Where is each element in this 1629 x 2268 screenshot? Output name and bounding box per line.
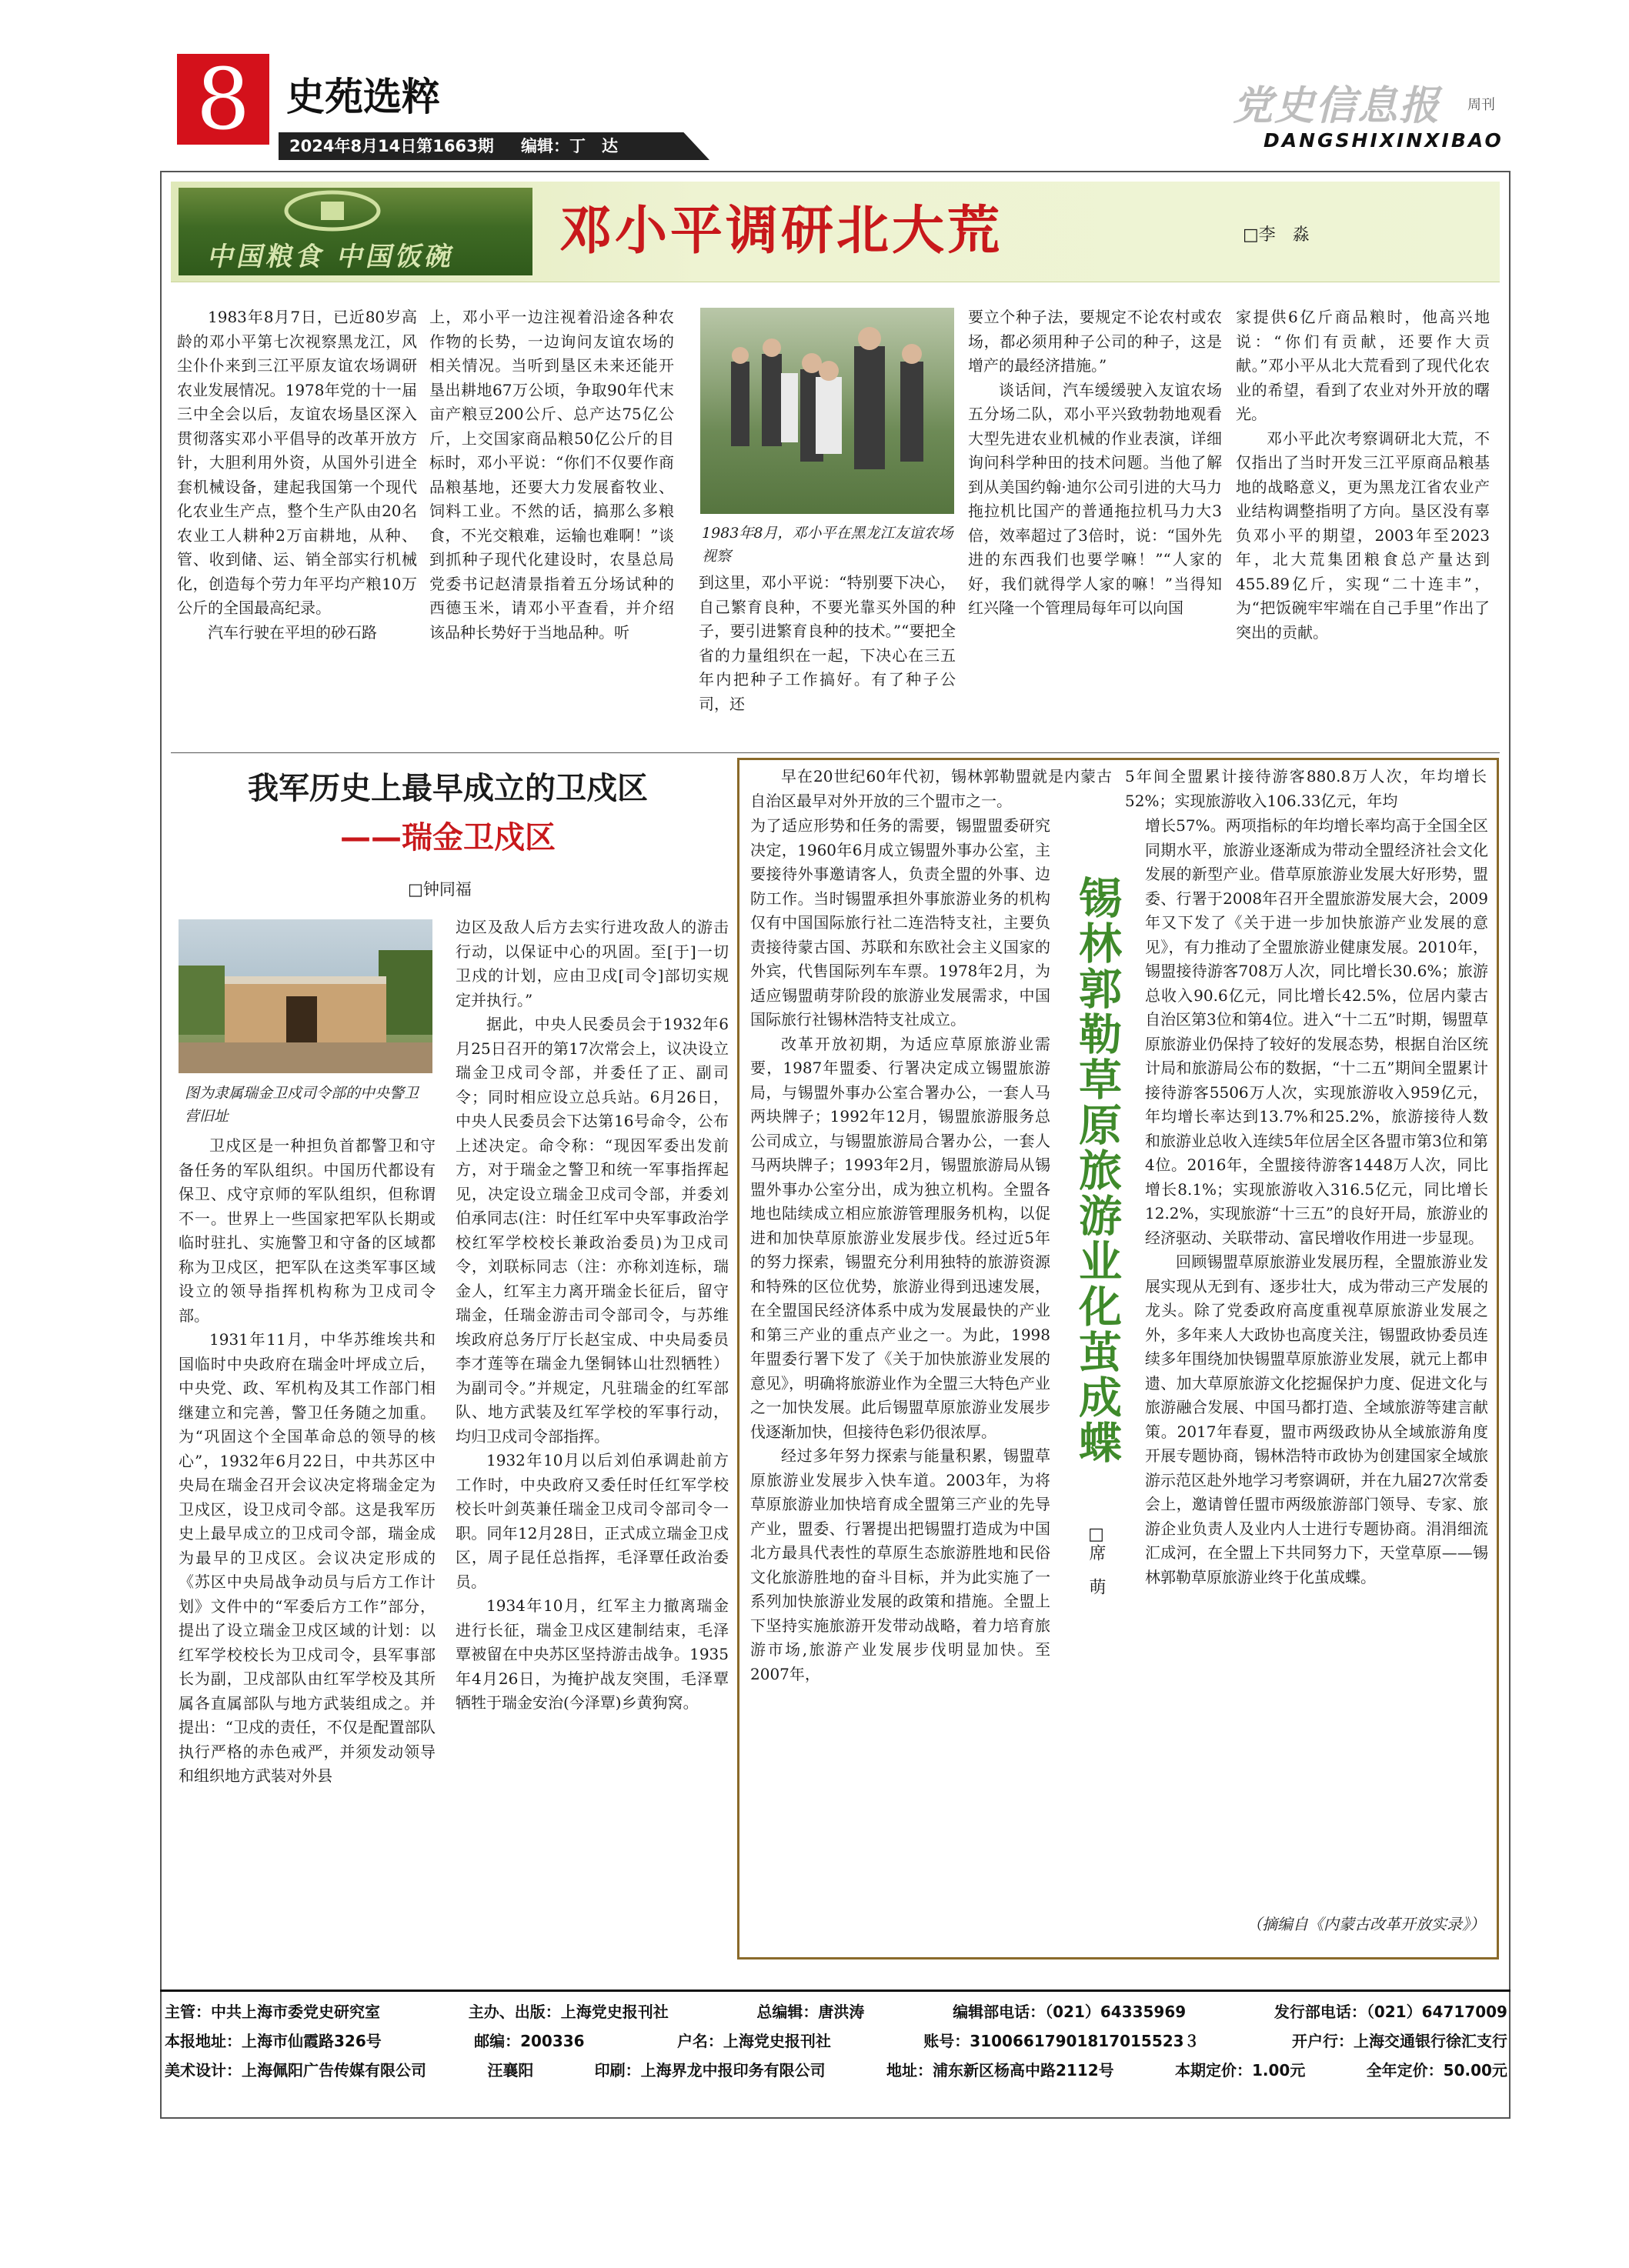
paper-sub: 周刊 <box>1467 97 1495 113</box>
old-building-icon <box>179 919 432 1073</box>
paragraph: 1932年10月以后刘伯承调赴前方工作时，中央政府又委任时任红军学校校长叶剑英兼任瑞金卫戍司令部司令一职。同年12月28日，正式成立瑞金卫戍区，周子昆任总指挥，毛泽覃任政治委员。 <box>456 1451 729 1591</box>
paragraph: 邓小平此次考察调研北大荒，不仅指出了当时开发三江平原商品粮基地的战略意义，更为黑龙江省农业产业结构调整指明了方向。垦区没有辜负邓小平的期望，2003年至2023年，北大荒集团粮食总产量达到455.89亿斤，实现“二十连丰”，为“把饭碗牢牢端在自己手里”作出了突出的贡献。 <box>1236 429 1490 642</box>
paper-pinyin: DANGSHIXINXIBAO <box>1263 129 1504 152</box>
footer-publisher: 主办、出版：上海党史报刊社 <box>468 2003 669 2021</box>
article3-title: 锡林郭勒草原旅游业化茧成蝶 <box>1072 876 1122 1466</box>
footer-row <box>165 1997 1507 2026</box>
article1-photo-caption: 1983年8月，邓小平在黑龙江友谊农场视察 <box>702 525 953 565</box>
paragraph: 边区及敌人后方去实行进攻敌人的游击行动，以保证中心的巩固。至[于]一切卫戍的计划，应由卫戍[司令]部切实规定并执行。” <box>456 918 729 1009</box>
footer-designer: 汪襄阳 <box>487 2061 534 2080</box>
article2-photo-caption: 图为隶属瑞金卫戍司令部的中央警卫营旧址 <box>185 1085 419 1125</box>
paper-name: 党史信息报 <box>1233 83 1441 129</box>
paragraph: 改革开放初期，为适应草原旅游业需要，1987年盟委、行署决定成立锡盟旅游局，与锡盟外事办公室合署办公，一套人马两块牌子；1992年12月，锡盟旅游服务总公司成立，与锡盟旅游局合署办公，一套人马两块牌子；1993年2月，锡盟旅游局从锡盟外事办公室分出，成为独立机构。全盟各地也陆续成立相应旅游管理服务机构，以促进和加快草原旅游业发展步伐。经过近5年的努力探索，锡盟充分利用独特的旅游资源和特殊的区位优势，旅游业得到迅速发展，在全盟国民经济体系中成为发展最快的产业和第三产业的重点产业之一。为此，1998年盟委行署下发了《关于加快旅游业发展的意见》，明确将旅游业作为全盟三大特色产业之一加快发展。此后锡盟草原旅游业发展步伐逐渐加快，但接待色彩仍很浓厚。 <box>750 1034 1050 1441</box>
paper-logo <box>1217 83 1510 160</box>
article2-subtitle: ——瑞金卫戍区 <box>340 820 556 856</box>
footer-row <box>165 2026 1507 2056</box>
footer-postcode: 邮编：200336 <box>474 2032 585 2050</box>
issue-date: 2024年8月14日第1663期 <box>289 137 494 155</box>
banner-text: 中国粮食 中国饭碗 <box>205 242 459 272</box>
article1-col4 <box>968 305 1222 748</box>
article2-photo <box>179 919 432 1073</box>
article3-author: □席 萌 <box>1087 1525 1106 1595</box>
footer-printer-address: 地址：浦东新区杨高中路2112号 <box>886 2061 1114 2080</box>
footer-supervisor: 主管：中共上海市委党史研究室 <box>165 2003 380 2021</box>
crowd-photo-icon <box>700 308 954 514</box>
article3-source: （摘编自《内蒙古改革开放实录》） <box>1247 1915 1485 1933</box>
footer-account-name: 户名：上海党史报刊社 <box>676 2032 831 2050</box>
section-title: 史苑选粹 <box>286 75 440 119</box>
footer-distribution-phone: 发行部电话：（021）64717009 <box>1273 2003 1507 2021</box>
paragraph: 为了适应形势和任务的需要，锡盟盟委研究决定，1960年6月成立锡盟外事办公室，主要接待外事邀请客人，负责全盟的外事、边防工作。当时锡盟承担外事旅游业务的机构仅有中国国际旅行社二连浩特支社，主要负责接待蒙古国、苏联和东欧社会主义国家的外宾，代售国际列车车票。1978年2月，为适应锡盟萌芽阶段的旅游业发展需求，中国国际旅行社锡林浩特支社成立。 <box>750 816 1050 1029</box>
article1-banner <box>171 182 1500 282</box>
article1-col2 <box>429 305 674 748</box>
footer-top-rule <box>160 1990 1510 1992</box>
paragraph: 经过多年努力探索与能量积累，锡盟草原旅游业发展步入快车道。2003年，为将草原旅游业加快培育成全盟第三产业的先导产业，盟委、行署提出把锡盟打造成为中国北方最具代表性的草原生态旅游胜地和民俗文化旅游胜地的奋斗目标，并为此实施了一系列加快旅游业发展的政策和措施。全盟上下坚持实施旅游开发带动战略，着力培育旅游市场,旅游产业发展步伐明显加快。至2007年， <box>750 1446 1050 1683</box>
article1-title: 邓小平调研北大荒 <box>559 201 1003 262</box>
article1-author: □李 淼 <box>1243 225 1310 245</box>
banner-photo <box>179 188 532 275</box>
dateline <box>289 132 618 160</box>
footer <box>165 1997 1507 2085</box>
paragraph: 1931年11月，中华苏维埃共和国临时中央政府在瑞金叶坪成立后，中央党、政、军机构及其工作部门相继建立和完善，警卫任务随之加重。为“巩固这个全国革命总的领导的核心”，1932年6月22日，中共苏区中央局在瑞金召开会议决定将瑞金定为卫戍区，设卫戍司令部。这是我军历史上最早成立的卫戍司令部，瑞金成为最早的卫戍区。会议决定形成的《苏区中央局战争动员与后方工作计划》文件中的“军委后方工作”部分，提出了设立瑞金卫戍区域的计划：以红军学校校长为卫戍司令，县军事部长为副，卫戍部队由红军学校及其所属各直属部队与地方武装组成之。并提出：“卫戍的责任，不仅是配置部队执行严格的赤色戒严，并须发动领导和组织地方武装对外县 <box>179 1330 436 1785</box>
footer-printer: 印刷：上海界龙中报印务有限公司 <box>594 2061 826 2080</box>
masthead <box>0 0 1629 165</box>
editor-credit: 编辑：丁 达 <box>521 137 619 155</box>
article1-photo <box>700 308 954 514</box>
paragraph: 卫戍区是一种担负首都警卫和守备任务的军队组织。中国历代都设有保卫、戍守京师的军队组织，但称谓不一。世界上一些国家把军队长期或临时驻扎、实施警卫和守备的区域都称为卫戍区，把军队在这类军事区域设立的领导指挥机构称为卫戍司令部。 <box>179 1136 436 1325</box>
footer-account-number: 账号：31006617901817015523３ <box>923 2032 1200 2050</box>
footer-row <box>165 2056 1507 2085</box>
footer-address: 本报地址：上海市仙霞路326号 <box>165 2032 382 2050</box>
paragraph: 5年间全盟累计接待游客880.8万人次，年均增长52%；实现旅游收入106.33亿元，年均 <box>1125 767 1487 810</box>
paragraph: 要立个种子法，要规定不论农村或农场，都必须用种子公司的种子，这是增产的最经济措施。” <box>968 308 1222 375</box>
article2-title: 我军历史上最早成立的卫戍区 <box>248 771 648 806</box>
article1-col1 <box>177 305 417 748</box>
footer-issue-price: 本期定价：1.00元 <box>1174 2061 1306 2080</box>
article2-col1 <box>179 1134 436 1934</box>
article3-col2 <box>1145 814 1488 1906</box>
article3-col1 <box>750 814 1050 1937</box>
article1-col5 <box>1236 305 1490 748</box>
section-divider <box>171 752 1500 753</box>
footer-design: 美术设计：上海佩阳广告传媒有限公司 <box>165 2061 426 2080</box>
footer-editorial-phone: 编辑部电话：（021）64335969 <box>953 2003 1187 2021</box>
page-number: 8 <box>196 50 250 148</box>
paragraph: 1934年10月，红军主力撤离瑞金进行长征，瑞金卫戍区建制结束，毛泽覃被留在中央苏区坚持游击战争。1935年4月26日，为掩护战友突围，毛泽覃牺牲于瑞金安治(今泽覃)乡黄狗窝。 <box>456 1596 729 1712</box>
paragraph: 据此，中央人民委员会于1932年6月25日召开的第17次常会上，议决设立瑞金卫戍司令部，并委任了正、副司令；同时相应设立总兵站。6月26日，中央人民委员会下达第16号命令，公布上述决定。命令称：“现因军委出发前方，对于瑞金之警卫和统一军事指挥起见，决定设立瑞金卫戍司令部，并委刘伯承同志(注：时任红军中央军事政治学校红军学校校长兼政治委员)为卫戍司令，刘联标同志（注：亦称刘连标，瑞金人，红军主力离开瑞金长征后，留守瑞金，任瑞金游击司令部司令，与苏维埃政府总务厅厅长赵宝成、中央局委员李才莲等在瑞金九堡铜钵山壮烈牺牲）为副司令。”并规定，凡驻瑞金的红军部队、地方武装及红军学校的军事行动，均归卫戍司令部指挥。 <box>456 1015 729 1446</box>
paragraph: 早在20世纪60年代初，锡林郭勒盟就是内蒙古自治区最早对外开放的三个盟市之一。 <box>750 767 1112 810</box>
paragraph: 到这里，邓小平说：“特别要下决心，自己繁育良种，不要光靠买外国的种子，要引进繁育良种的技术。”“要把全省的力量组织在一起，下决心在三五年内把种子工作搞好。有了种子公司，还 <box>699 573 956 713</box>
article2-author: □钟同福 <box>408 880 472 899</box>
paragraph: 上，邓小平一边注视着沿途各种农作物的长势，一边询问友谊农场的相关情况。当听到垦区未来还能开垦出耕地67万公顷，争取90年代末亩产粮豆200公斤、总产达75亿公斤，上交国家商品粮50亿公斤的目标时，邓小平说：“你们不仅要作商品粮基地，还要大力发展畜牧业、饲料工业。不然的话，搞那么多粮食，不光交粮难，运输也难啊！”谈到抓种子现代化建设时，农垦总局党委书记赵清景指着五分场试种的西德玉米，请邓小平查看，并介绍该品种长势好于当地品种。听 <box>429 308 674 642</box>
footer-chief-editor: 总编辑：唐洪涛 <box>756 2003 865 2021</box>
paragraph: 1983年8月7日，已近80岁高龄的邓小平第七次视察黑龙江，风尘仆仆来到三江平原友谊农场调研农业发展情况。1978年党的十一届三中全会以后，友谊农场垦区深入贯彻落实邓小平倡导的改革开放方针，大胆利用外资，从国外引进全套机械设备，建起我国第一个现代化农业生产点，整个生产队由20名农业工人耕种2万亩耕地，从种、管、收到储、运、销全部实行机械化，创造每个劳力年平均产粮10万公斤的全国最高纪录。 <box>177 308 417 617</box>
paragraph: 汽车行驶在平坦的砂石路 <box>208 622 377 642</box>
article3-top-right <box>1125 765 1487 814</box>
page-number-block <box>177 50 269 148</box>
footer-annual-price: 全年定价：50.00元 <box>1366 2061 1507 2080</box>
paragraph: 增长57%。两项指标的年均增长率均高于全国全区同期水平，旅游业逐渐成为带动全盟经济社会文化发展的新型产业。借草原旅游业发展大好形势，盟委、行署于2008年召开全盟旅游发展大会，2009年又下发了《关于进一步加快旅游产业发展的意见》，有力推动了全盟旅游业健康发展。2010年，锡盟接待游客708万人次，同比增长30.6%；旅游总收入90.6亿元，同比增长42.5%，位居内蒙古自治区第3位和第4位。进入“十二五”时期，锡盟草原旅游业仍保持了较好的发展态势，根据自治区统计局和旅游局公布的数据，“十二五”期间全盟累计接待游客5506万人次，实现旅游收入959亿元，年均增长率达到13.7%和25.2%，旅游接待人数和旅游业总收入连续5年位居全区各盟市第3位和第4位。2016年，全盟接待游客1448万人次，同比增长8.1%；实现旅游收入316.5亿元，同比增长12.2%，实现旅游“十三五”的良好开局，旅游业的经济驱动、关联带动、富民增收作用进一步显现。 <box>1145 816 1488 1247</box>
article2-col2 <box>456 916 729 1939</box>
article3-top-left <box>750 765 1112 814</box>
paragraph: 家提供6亿斤商品粮时，他高兴地说：“你们有贡献，还要作大贡献。”邓小平从北大荒看到了现代化农业的希望，看到了农业对外开放的曙光。 <box>1236 308 1490 423</box>
article1-col3 <box>699 571 956 748</box>
paragraph: 回顾锡盟草原旅游业发展历程，全盟旅游业发展实现从无到有、逐步壮大，成为带动三产发展的龙头。除了党委政府高度重视草原旅游业发展之外，多年来人大政协也高度关注，锡盟政协委员连续多年围绕加快锡盟草原旅游业发展，就元上都申遗、加大草原旅游文化挖掘保护力度、促进文化与旅游融合发展、中国马都打造、全域旅游等建言献策。2017年春夏，盟市两级政协从全域旅游角度开展专题协商，锡林浩特市政协为创建国家全域旅游示范区赴外地学习考察调研，并在九届27次常委会上，邀请曾任盟市两级旅游部门领导、专家、旅游企业负责人及业内人士进行专题协商。涓涓细流汇成河，在全盟上下共同努力下，天堂草原——锡林郭勒草原旅游业终于化茧成蝶。 <box>1145 1252 1488 1586</box>
paragraph: 谈话间，汽车缓缓驶入友谊农场五分场二队，邓小平兴致勃勃地观看大型先进农业机械的作业表演，详细询问科学种田的技术问题。当他了解到从美国约翰·迪尔公司引进的大马力拖拉机比国产的普通拖拉机马力大3倍，效率超过了3倍时，说：“国外先进的东西我们也要学嘛！”“人家的好，我们就得学人家的嘛！”当得知红兴隆一个管理局每年可以向国 <box>968 380 1222 617</box>
footer-bank: 开户行：上海交通银行徐汇支行 <box>1291 2032 1507 2050</box>
